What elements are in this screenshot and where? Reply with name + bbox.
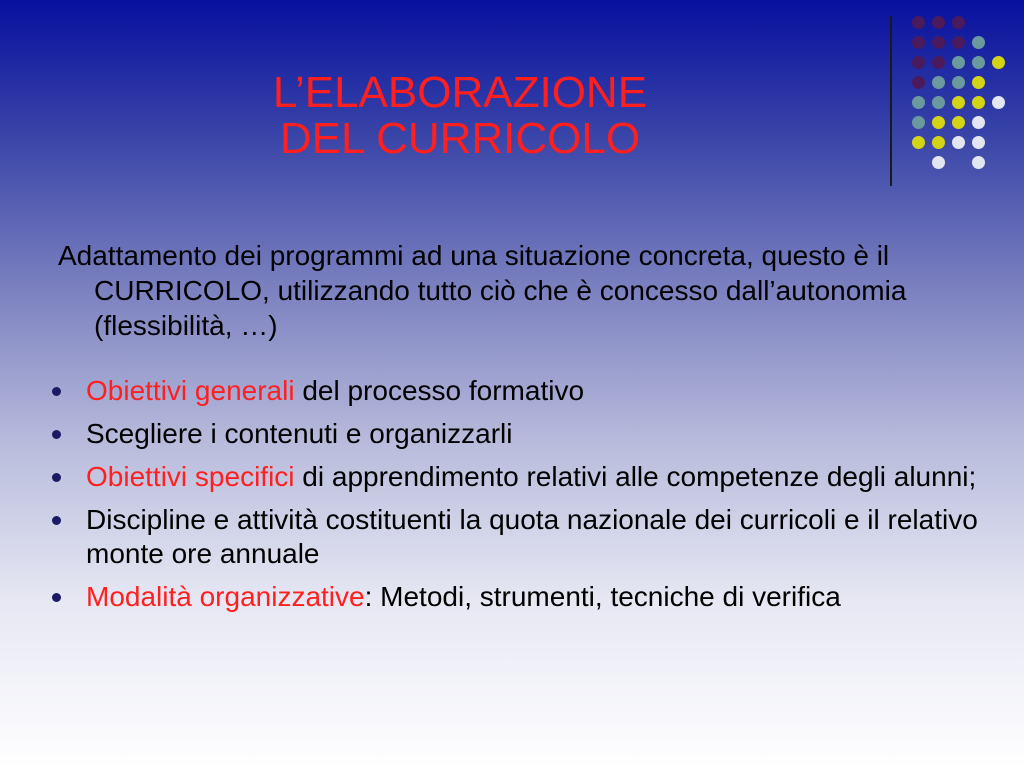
dot — [952, 76, 965, 89]
dot — [972, 96, 985, 109]
dot — [912, 136, 925, 149]
dot — [952, 56, 965, 69]
list-item — [48, 580, 978, 614]
bullet-text: del processo formativo — [294, 375, 585, 406]
dot — [992, 56, 1005, 69]
dot — [972, 76, 985, 89]
bullet-icon — [52, 516, 61, 525]
bullet-highlight: Obiettivi specifici — [86, 461, 295, 492]
dot — [992, 96, 1005, 109]
list-item — [48, 503, 978, 571]
bullet-highlight: Modalità organizzative — [86, 581, 365, 612]
dot — [932, 136, 945, 149]
bullet-icon — [52, 593, 61, 602]
dot — [952, 36, 965, 49]
dot — [952, 136, 965, 149]
dot — [952, 96, 965, 109]
dot — [972, 36, 985, 49]
bullet-icon — [52, 387, 61, 396]
dot — [932, 116, 945, 129]
list-item — [48, 460, 978, 494]
dot — [912, 76, 925, 89]
bullet-highlight: Obiettivi generali — [86, 375, 295, 406]
dot — [932, 16, 945, 29]
title-line-1: L’ELABORAZIONE — [272, 68, 648, 117]
dot — [972, 56, 985, 69]
slide-title — [160, 70, 760, 162]
title-line-2: DEL CURRICOLO — [279, 114, 641, 163]
dot — [912, 36, 925, 49]
intro-paragraph: Adattamento dei programmi ad una situazione concreta, questo è il CURRICOLO, utilizzando tutto ciò che è concesso dall’autonomia (flessibilità, …) — [58, 240, 907, 341]
dot — [952, 16, 965, 29]
list-item — [48, 417, 978, 451]
dot — [932, 96, 945, 109]
dot — [952, 116, 965, 129]
title-divider — [890, 16, 892, 186]
bullet-icon — [52, 473, 61, 482]
bullet-text: Discipline e attività costituenti la quota nazionale dei curricoli e il relativo monte ore annuale — [86, 504, 978, 569]
dot — [972, 156, 985, 169]
dot — [912, 96, 925, 109]
bullet-text: : Metodi, strumenti, tecniche di verifica — [364, 581, 841, 612]
bullet-icon — [52, 430, 61, 439]
dot — [972, 116, 985, 129]
dot — [912, 16, 925, 29]
dot — [932, 36, 945, 49]
dot — [932, 56, 945, 69]
dot — [912, 116, 925, 129]
dot — [932, 76, 945, 89]
dot — [932, 156, 945, 169]
list-item — [48, 374, 978, 408]
bullet-text: Scegliere i contenuti e organizzarli — [86, 418, 513, 449]
bullet-list — [48, 374, 978, 623]
bullet-text: di apprendimento relativi alle competenze degli alunni; — [294, 461, 977, 492]
dot — [972, 136, 985, 149]
dot — [912, 56, 925, 69]
